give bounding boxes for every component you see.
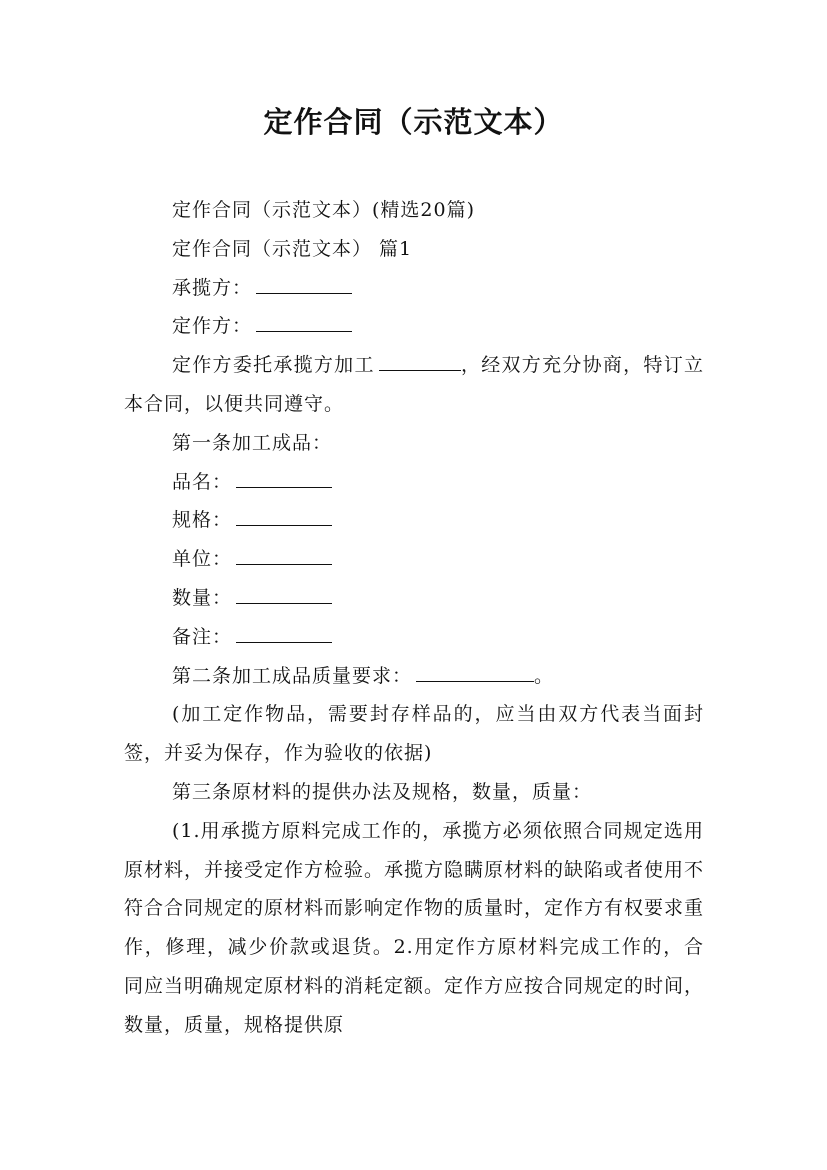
document-title: 定作合同（示范文本）	[263, 105, 564, 139]
collection-heading-text: 定作合同（示范文本）(精选20篇)	[172, 199, 476, 221]
sample-note-text: (加工定作物品，需要封存样品的，应当由双方代表当面封签，并妥为保存，作为验收的依据)	[124, 703, 704, 765]
quantity-line	[124, 579, 704, 618]
contractor-blank	[256, 271, 352, 294]
product-name-label: 品名：	[172, 470, 233, 493]
clause-two-line	[124, 657, 704, 696]
unit-label: 单位：	[172, 548, 233, 571]
spec-blank	[236, 503, 332, 526]
sample-note-paragraph	[124, 695, 704, 773]
spec-line	[124, 501, 704, 540]
entrust-prefix: 定作方委托承揽方加工	[172, 354, 375, 377]
remarks-blank	[236, 620, 332, 643]
article-heading	[124, 230, 704, 269]
spec-label: 规格：	[172, 509, 233, 532]
remarks-line	[124, 618, 704, 657]
clause-one-heading	[124, 424, 704, 463]
unit-line	[124, 540, 704, 579]
entrust-blank	[379, 348, 461, 371]
contractor-line	[124, 269, 704, 308]
clause-three-heading	[124, 773, 704, 812]
entrust-suffix: ，经双方充分协商，特订立本合同，以便共同遵守。	[124, 354, 704, 415]
materials-paragraph	[124, 812, 704, 1045]
collection-heading	[124, 191, 704, 230]
contractor-label: 承揽方：	[172, 276, 253, 299]
client-blank	[256, 309, 352, 332]
client-label: 定作方：	[172, 315, 253, 338]
clause-two-end: 。	[534, 664, 555, 687]
product-name-blank	[236, 465, 332, 488]
quantity-blank	[236, 581, 332, 604]
quality-blank	[416, 659, 534, 682]
client-line	[124, 307, 704, 346]
clause-one-text: 第一条加工成品：	[172, 431, 333, 454]
document-body	[124, 191, 704, 1045]
clause-two-label: 第二条加工成品质量要求：	[172, 664, 413, 687]
materials-text: (1.用承揽方原料完成工作的，承揽方必须依照合同规定选用原材料，并接受定作方检验。承揽方隐瞒原材料的缺陷或者使用不符合合同规定的原材料而影响定作物的质量时，定作方有权要求重作，修理，减少价款或退货。2.用定作方原材料完成工作的，合同应当明确规定原材料的消耗定额。定作方应按合同规定的时间，数量，质量，规格提供原	[124, 819, 705, 1036]
entrust-paragraph	[124, 346, 704, 424]
quantity-label: 数量：	[172, 586, 233, 609]
article-heading-text: 定作合同（示范文本） 篇1	[172, 237, 413, 260]
remarks-label: 备注：	[172, 625, 233, 648]
product-name-line	[124, 463, 704, 502]
clause-three-text: 第三条原材料的提供办法及规格，数量，质量：	[172, 780, 593, 803]
unit-blank	[236, 542, 332, 565]
